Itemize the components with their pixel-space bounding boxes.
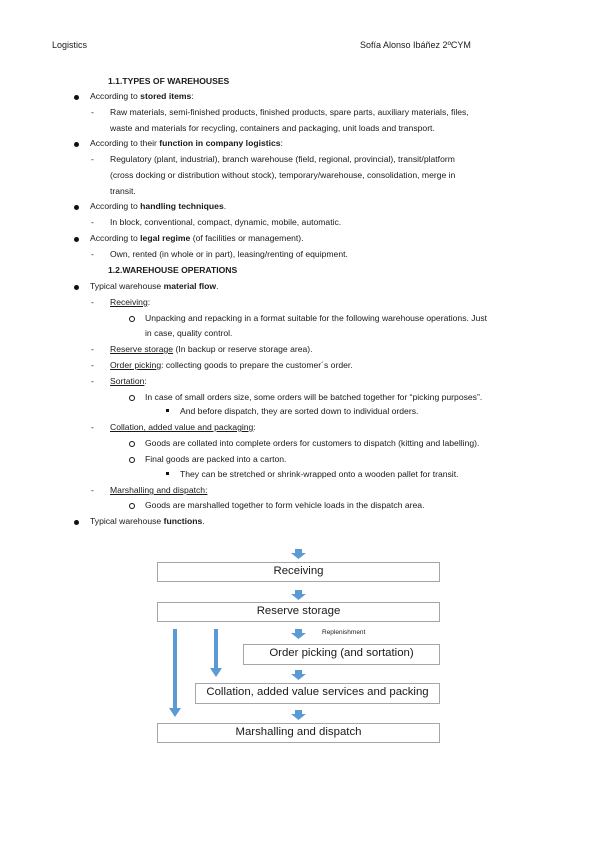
list-item-picking: Order picking: collecting goods to prepare the customer´s order.: [110, 360, 353, 370]
dash-icon: -: [91, 360, 94, 370]
arrow-down-icon: [291, 670, 306, 680]
list-item-function: According to their function in company logistics:: [90, 138, 283, 148]
list-text: Unpacking and repacking in a format suitable for the following warehouse operations. Just: [145, 313, 488, 323]
list-text: And before dispatch, they are sorted down to individual orders.: [180, 406, 419, 416]
dash-icon: -: [91, 217, 94, 227]
replenishment-label: Replenishment: [322, 629, 366, 636]
flow-box-order-picking: Order picking (and sortation): [243, 644, 440, 665]
arrow-down-icon: [291, 590, 306, 600]
list-text: in case, quality control.: [145, 328, 233, 338]
list-item-marshalling: Marshalling and dispatch:: [110, 485, 208, 495]
header-right: Sofía Alonso Ibáñez 2ºCYM: [360, 40, 471, 50]
list-item-legal: According to legal regime (of facilities or management).: [90, 233, 304, 243]
list-text: transit.: [110, 186, 136, 196]
list-item-sortation: Sortation:: [110, 376, 147, 386]
dash-icon: -: [91, 422, 94, 432]
dash-icon: -: [91, 485, 94, 495]
flow-box-collation: Collation, added value services and packing: [195, 683, 440, 704]
list-item-stored-items: According to stored items:: [90, 91, 194, 101]
flow-box-receiving: Receiving: [157, 562, 440, 582]
list-item-handling: According to handling techniques.: [90, 201, 227, 211]
arrow-down-icon: [291, 629, 306, 639]
list-text: Raw materials, semi-finished products, finished products, spare parts, auxiliary materials, files,: [110, 107, 469, 117]
list-text: Goods are marshalled together to form vehicle loads in the dispatch area.: [145, 500, 425, 510]
list-text: In block, conventional, compact, dynamic, mobile, automatic.: [110, 217, 342, 227]
long-arrow-down-icon: [210, 629, 222, 677]
list-text: They can be stretched or shrink-wrapped onto a wooden pallet for transit.: [180, 469, 459, 479]
list-text: waste and materials for recycling, containers and packaging, unit loads and transport.: [110, 123, 435, 133]
list-text: In case of small orders size, some orders will be batched together for “picking purposes”.: [145, 392, 483, 402]
list-item-reserve: Reserve storage (In backup or reserve storage area).: [110, 344, 313, 354]
dash-icon: -: [91, 344, 94, 354]
list-text: Own, rented (in whole or in part), leasing/renting of equipment.: [110, 249, 348, 259]
dash-icon: -: [91, 107, 94, 117]
list-text: Final goods are packed into a carton.: [145, 454, 287, 464]
arrow-down-icon: [291, 710, 306, 720]
list-item-collation: Collation, added value and packaging:: [110, 422, 256, 432]
section-title-types: 1.1.TYPES OF WAREHOUSES: [108, 76, 230, 86]
list-text: Regulatory (plant, industrial), branch warehouse (field, regional, provincial), transit/platform: [110, 154, 455, 164]
long-arrow-down-icon: [169, 629, 181, 717]
list-item-receiving: Receiving:: [110, 297, 151, 307]
flow-box-reserve-storage: Reserve storage: [157, 602, 440, 622]
flow-box-marshalling: Marshalling and dispatch: [157, 723, 440, 743]
dash-icon: -: [91, 249, 94, 259]
header-left: Logistics: [52, 40, 88, 50]
list-item-material-flow: Typical warehouse material flow.: [90, 281, 219, 291]
dash-icon: -: [91, 376, 94, 386]
section-title-operations: 1.2.WAREHOUSE OPERATIONS: [108, 265, 238, 275]
list-text: Goods are collated into complete orders for customers to dispatch (kitting and labelling).: [145, 438, 480, 448]
list-item-functions: Typical warehouse functions.: [90, 516, 205, 526]
arrow-down-icon: [291, 549, 306, 559]
dash-icon: -: [91, 154, 94, 164]
list-text: (cross docking or distribution without stock), temporary/warehouse, consolidation, merge in: [110, 170, 456, 180]
dash-icon: -: [91, 297, 94, 307]
